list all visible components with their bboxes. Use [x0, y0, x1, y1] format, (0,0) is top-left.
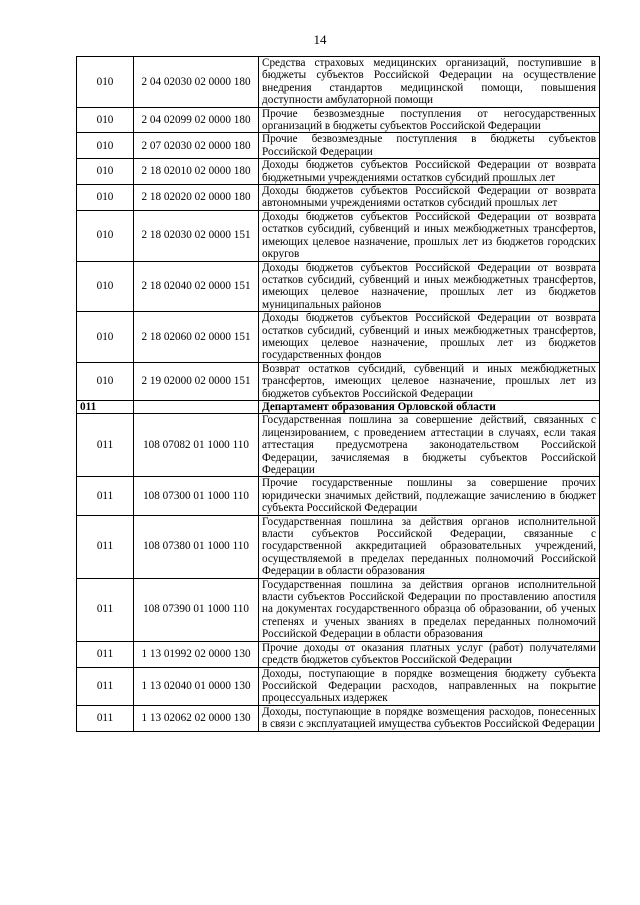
- revenue-description-cell: Государственная пошлина за действия органов исполнительной власти субъектов Российской Федерации по проставлению апостиля на документах государственного образца об образовании, об ученых степенях и ученых званиях в пределах переданных полномочий Российской Федерации в области образования: [259, 578, 600, 641]
- table-row: [77, 578, 600, 641]
- admin-code-cell: 011: [77, 400, 134, 413]
- admin-code-cell: 011: [77, 477, 134, 515]
- admin-code-cell: 010: [77, 210, 134, 261]
- revenue-description-cell: Доходы бюджетов субъектов Российской Федерации от возврата остатков субсидий, субвенций и иных межбюджетных трансфертов, имеющих целевое назначение, прошлых лет из бюджетов городских округов: [259, 210, 600, 261]
- admin-code-cell: 011: [77, 578, 134, 641]
- budget-classification-code-cell: 108 07300 01 1000 110: [134, 477, 259, 515]
- table-row: [77, 705, 600, 731]
- table-row: [77, 641, 600, 667]
- admin-code-cell: 010: [77, 261, 134, 312]
- admin-code-cell: 010: [77, 362, 134, 400]
- table-row: [77, 515, 600, 578]
- admin-code-cell: 011: [77, 667, 134, 705]
- revenue-description-cell: Доходы бюджетов субъектов Российской Федерации от возврата автономными учреждениями остатков субсидий прошлых лет: [259, 185, 600, 211]
- table-row: [77, 362, 600, 400]
- admin-code-cell: 011: [77, 705, 134, 731]
- section-title-cell: Департамент образования Орловской области: [259, 400, 600, 413]
- revenue-description-cell: Доходы бюджетов субъектов Российской Федерации от возврата бюджетными учреждениями остатков субсидий прошлых лет: [259, 159, 600, 185]
- budget-classification-code-cell: 2 18 02010 02 0000 180: [134, 159, 259, 185]
- table-row: [77, 210, 600, 261]
- table-row: [77, 414, 600, 477]
- budget-classification-code-cell: 108 07380 01 1000 110: [134, 515, 259, 578]
- revenue-description-cell: Возврат остатков субсидий, субвенций и иных межбюджетных трансфертов, имеющих целевое назначение, прошлых лет из бюджетов субъектов Российской Федерации: [259, 362, 600, 400]
- table-row: [77, 133, 600, 159]
- budget-classification-code-cell: 1 13 01992 02 0000 130: [134, 641, 259, 667]
- table-row: [77, 477, 600, 515]
- revenue-classification-table: [76, 56, 600, 732]
- table-row: [77, 312, 600, 363]
- budget-classification-code-cell: 2 18 02020 02 0000 180: [134, 185, 259, 211]
- revenue-description-cell: Доходы, поступающие в порядке возмещения расходов, понесенных в связи с эксплуатацией имущества субъектов Российской Федерации: [259, 705, 600, 731]
- table-row: [77, 185, 600, 211]
- budget-classification-code-cell: 108 07390 01 1000 110: [134, 578, 259, 641]
- admin-code-cell: 011: [77, 515, 134, 578]
- table-row: [77, 261, 600, 312]
- budget-classification-code-cell: [134, 400, 259, 413]
- admin-code-cell: 010: [77, 185, 134, 211]
- page-number: 14: [313, 32, 327, 47]
- table-row: [77, 159, 600, 185]
- revenue-description-cell: Прочие безвозмездные поступления от негосударственных организаций в бюджеты субъектов Российской Федерации: [259, 107, 600, 133]
- admin-code-cell: 010: [77, 159, 134, 185]
- admin-code-cell: 010: [77, 312, 134, 363]
- admin-code-cell: 010: [77, 107, 134, 133]
- admin-code-cell: 010: [77, 57, 134, 108]
- budget-classification-code-cell: 2 18 02060 02 0000 151: [134, 312, 259, 363]
- table-body: [77, 57, 600, 732]
- budget-classification-code-cell: 1 13 02062 02 0000 130: [134, 705, 259, 731]
- revenue-description-cell: Прочие государственные пошлины за совершение прочих юридически значимых действий, подлежащие зачислению в бюджет субъекта Российской Федерации: [259, 477, 600, 515]
- budget-classification-code-cell: 2 04 02099 02 0000 180: [134, 107, 259, 133]
- revenue-description-cell: Доходы бюджетов субъектов Российской Федерации от возврата остатков субсидий, субвенций и иных межбюджетных трансфертов, имеющих целевое назначение, прошлых лет из бюджетов муниципальных районов: [259, 261, 600, 312]
- revenue-description-cell: Государственная пошлина за действия органов исполнительной власти субъектов Российской Федерации, связанные с государственной аккредитацией образовательных учреждений, осуществляемой в пределах переданных полномочий Российской Федерации в области образования: [259, 515, 600, 578]
- budget-classification-code-cell: 2 18 02040 02 0000 151: [134, 261, 259, 312]
- revenue-description-cell: Доходы бюджетов субъектов Российской Федерации от возврата остатков субсидий, субвенций и иных межбюджетных трансфертов, имеющих целевое назначение, прошлых лет из бюджетов государственных фондов: [259, 312, 600, 363]
- revenue-description-cell: Прочие безвозмездные поступления в бюджеты субъектов Российской Федерации: [259, 133, 600, 159]
- budget-classification-code-cell: 2 18 02030 02 0000 151: [134, 210, 259, 261]
- budget-classification-code-cell: 2 04 02030 02 0000 180: [134, 57, 259, 108]
- revenue-description-cell: Средства страховых медицинских организаций, поступившие в бюджеты субъектов Российской Федерации на осуществление внедрения стандартов медицинской помощи, повышения доступности амбулаторной помощи: [259, 57, 600, 108]
- revenue-description-cell: Прочие доходы от оказания платных услуг (работ) получателями средств бюджетов субъектов Российской Федерации: [259, 641, 600, 667]
- budget-classification-code-cell: 108 07082 01 1000 110: [134, 414, 259, 477]
- table-row: [77, 107, 600, 133]
- table-row: [77, 667, 600, 705]
- section-header-row: [77, 400, 600, 413]
- revenue-description-cell: Государственная пошлина за совершение действий, связанных с лицензированием, с проведением аттестации в случаях, если такая аттестация предусмотрена законодательством Российской Федерации, зачисляемая в бюджеты субъектов Российской Федерации: [259, 414, 600, 477]
- admin-code-cell: 010: [77, 133, 134, 159]
- table-row: [77, 57, 600, 108]
- revenue-description-cell: Доходы, поступающие в порядке возмещения бюджету субъекта Российской Федерации расходов, направленных на покрытие процессуальных издержек: [259, 667, 600, 705]
- admin-code-cell: 011: [77, 641, 134, 667]
- budget-classification-code-cell: 1 13 02040 01 0000 130: [134, 667, 259, 705]
- admin-code-cell: 011: [77, 414, 134, 477]
- budget-classification-code-cell: 2 19 02000 02 0000 151: [134, 362, 259, 400]
- budget-classification-code-cell: 2 07 02030 02 0000 180: [134, 133, 259, 159]
